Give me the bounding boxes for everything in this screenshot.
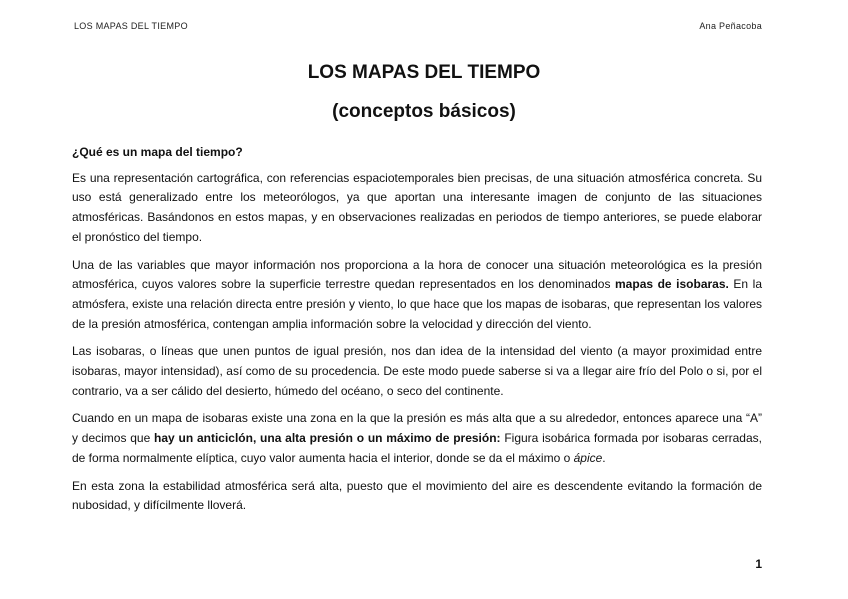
paragraph-pressure-bold: mapas de isobaras. bbox=[615, 277, 729, 292]
paragraph-stability: En esta zona la estabilidad atmosférica será alta, puesto que el movimiento del aire es descendente evitando la formación de nubosidad, y difícilmente lloverá. bbox=[72, 478, 762, 513]
page-title: LOS MAPAS DEL TIEMPO bbox=[307, 62, 541, 83]
paragraph-anticyclone-italic: ápice bbox=[573, 450, 603, 465]
document-body bbox=[72, 143, 762, 524]
header-title: LOS MAPAS DEL TIEMPO bbox=[74, 21, 188, 31]
paragraph-pressure-text-a: Una de las variables que mayor información nos proporciona a la hora de conocer una situación meteorológica es la presión atmosférica, cuyos valores sobre la superficie terrestre quedan representados en los denominados bbox=[72, 257, 762, 292]
paragraph-pressure bbox=[72, 256, 762, 335]
page-number: 1 bbox=[755, 557, 762, 571]
paragraph-isobars: Las isobaras, o líneas que unen puntos de igual presión, nos dan idea de la intensidad del viento (a mayor proximidad entre isobaras, mayor intensidad), así como de su procedencia. De este modo puede saberse si va a llegar aire frío del Polo o si, por el contrario, va a ser cálido del desierto, húmedo del océano, o seco del continente. bbox=[72, 344, 762, 398]
running-header bbox=[74, 21, 762, 35]
page-subtitle: (conceptos básicos) bbox=[332, 101, 516, 122]
paragraph-anticyclone bbox=[72, 409, 762, 468]
section-question: ¿Qué es un mapa del tiempo? bbox=[72, 145, 243, 159]
header-author: Ana Peñacoba bbox=[699, 21, 762, 31]
paragraph-definition: Es una representación cartográfica, con referencias espaciotemporales bien precisas, de una situación atmosférica concreta. Su uso está generalizado entre los meteorólogos, ya que aportan una interesante imagen de conjunto de las situaciones atmosféricas. Basándonos en estos mapas, y en observaciones realizadas en periodos de tiempo anteriores, se puede elaborar el pronóstico del tiempo. bbox=[72, 170, 762, 244]
paragraph-anticyclone-text-a: Cuando en un mapa de isobaras existe una zona en la que la presión es más alta que a su alrededor, entonces aparece una “A” y decimos que bbox=[72, 411, 762, 446]
paragraph-pressure-text-c: En la atmósfera, existe una relación directa entre presión y viento, lo que hace que los mapas de isobaras, que representan los valores de la presión atmosférica, contengan amplia información sobre la velocidad y dirección del viento. bbox=[72, 277, 762, 331]
paragraph-anticyclone-bold: hay un anticiclón, una alta presión o un máximo de presión: bbox=[154, 431, 501, 446]
paragraph-anticyclone-text-c: Figura isobárica formada por isobaras cerradas, de forma normalmente elíptica, cuyo valor aumenta hacia el interior, donde se da el máximo o bbox=[72, 431, 762, 465]
paragraph-anticyclone-text-e: . bbox=[602, 450, 606, 465]
